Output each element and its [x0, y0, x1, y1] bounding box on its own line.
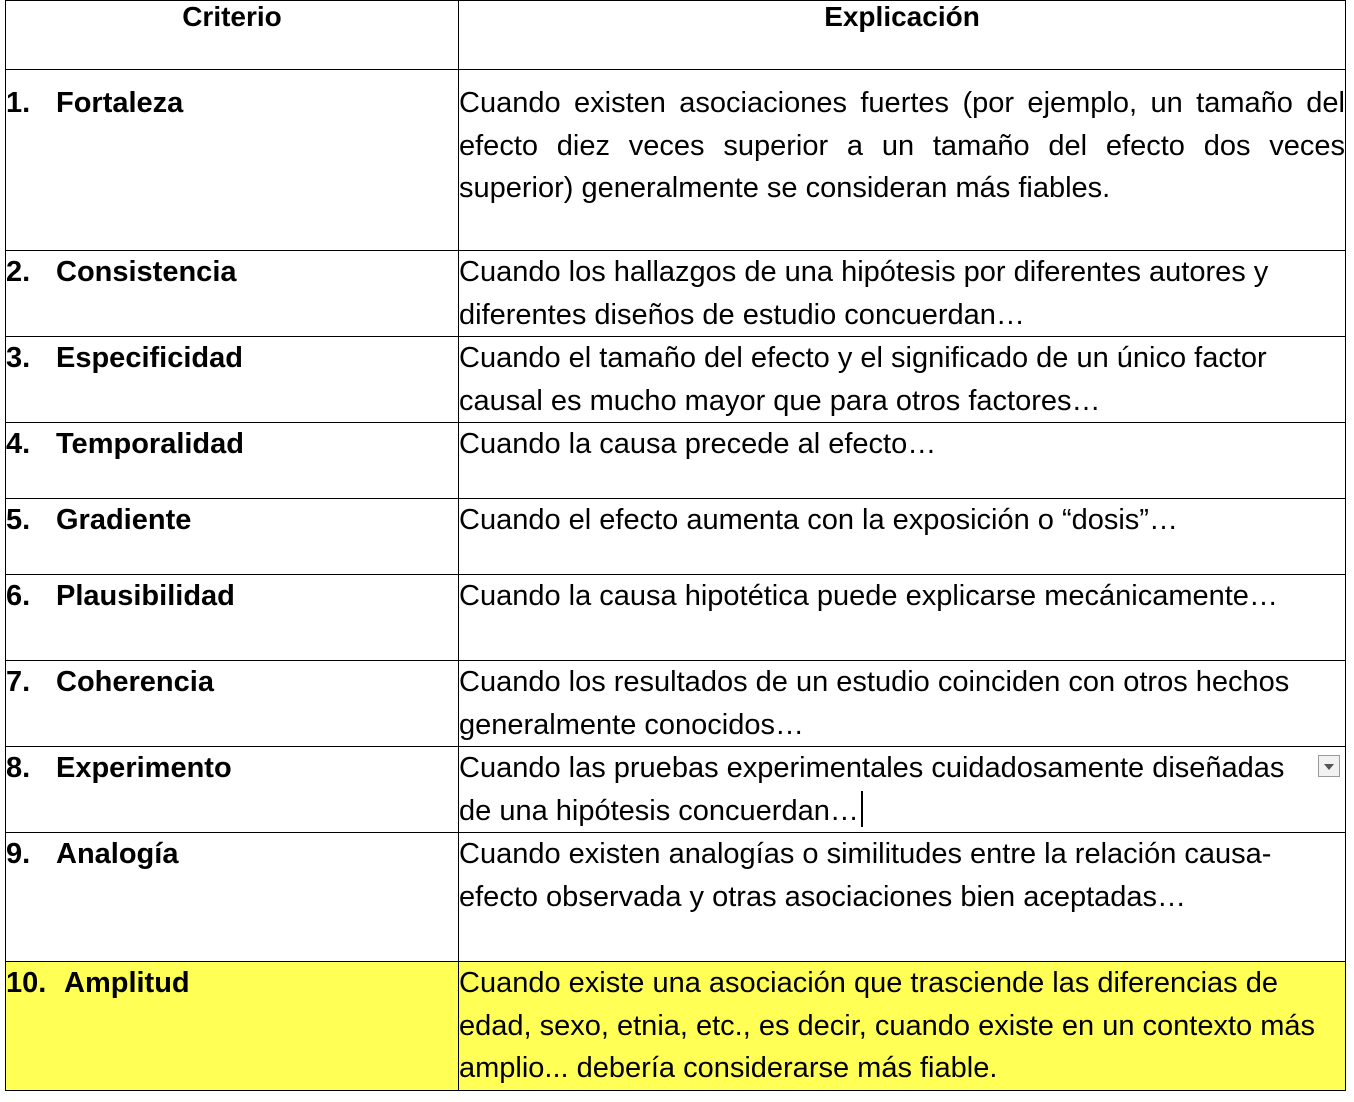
criterion-cell — [6, 499, 459, 575]
table-header-row — [6, 1, 1346, 70]
explanation-text: Cuando los resultados de un estudio coinciden con otros hechos generalmente conocidos… — [459, 666, 1290, 741]
explanation-text: Cuando las pruebas experimentales cuidadosamente diseñadas de una hipótesis concuerdan… — [459, 752, 1285, 827]
criterion-name: Consistencia — [56, 256, 237, 288]
explanation-cell[interactable] — [459, 70, 1346, 251]
table-row — [6, 575, 1346, 661]
table-row — [6, 70, 1346, 251]
explanation-cell[interactable] — [459, 251, 1346, 337]
criterion-number: 7. — [6, 666, 31, 698]
criterion-number: 5. — [6, 504, 31, 536]
criterion-number: 10. — [6, 967, 47, 999]
criterion-number: 9. — [6, 838, 31, 870]
explanation-text: Cuando la causa hipotética puede explicarse mecánicamente… — [459, 580, 1278, 612]
criterion-number: 2. — [6, 256, 31, 288]
explanation-cell[interactable] — [459, 661, 1346, 747]
table-row-highlighted — [6, 962, 1346, 1091]
table-row — [6, 747, 1346, 833]
criteria-table — [5, 0, 1346, 1091]
explanation-cell[interactable] — [459, 423, 1346, 499]
explanation-text: Cuando el tamaño del efecto y el significado de un único factor causal es mucho mayor que para otros factores… — [459, 342, 1267, 417]
explanation-cell[interactable] — [459, 833, 1346, 962]
explanation-text: Cuando existe una asociación que trasciende las diferencias de edad, sexo, etnia, etc., es decir, cuando existe en un contexto más amplio... debería considerarse más fiable. — [459, 967, 1316, 1084]
criterion-name: Coherencia — [56, 666, 214, 698]
table-row — [6, 423, 1346, 499]
header-explicacion: Explicación — [459, 1, 1346, 70]
criterion-cell — [6, 337, 459, 423]
explanation-cell[interactable] — [459, 747, 1346, 833]
criterion-cell — [6, 423, 459, 499]
explanation-text: Cuando existen analogías o similitudes entre la relación causa-efecto observada y otras asociaciones bien aceptadas… — [459, 838, 1272, 913]
explanation-cell[interactable] — [459, 337, 1346, 423]
criterion-cell — [6, 661, 459, 747]
criterion-name: Temporalidad — [56, 428, 244, 460]
text-cursor — [861, 791, 863, 827]
criterion-cell — [6, 251, 459, 337]
table-row — [6, 499, 1346, 575]
criterion-cell — [6, 962, 459, 1091]
criterion-cell — [6, 70, 459, 251]
table-row — [6, 337, 1346, 423]
criterion-name: Plausibilidad — [56, 580, 235, 612]
explanation-cell[interactable] — [459, 575, 1346, 661]
header-criterio: Criterio — [6, 1, 459, 70]
explanation-text: Cuando los hallazgos de una hipótesis por diferentes autores y diferentes diseños de estudio concuerdan… — [459, 256, 1269, 331]
explanation-cell[interactable] — [459, 962, 1346, 1091]
criterion-number: 8. — [6, 752, 31, 784]
dropdown-arrow-icon[interactable] — [1318, 755, 1340, 777]
explanation-text: Cuando el efecto aumenta con la exposición o “dosis”… — [459, 504, 1178, 536]
criterion-cell — [6, 833, 459, 962]
criterion-cell — [6, 747, 459, 833]
criterion-name: Gradiente — [56, 504, 192, 536]
criterion-name: Especificidad — [56, 342, 243, 374]
criterion-number: 3. — [6, 342, 31, 374]
criterion-name: Experimento — [56, 752, 232, 784]
criterion-number: 6. — [6, 580, 31, 612]
criterion-cell — [6, 575, 459, 661]
explanation-cell[interactable] — [459, 499, 1346, 575]
table-row — [6, 833, 1346, 962]
explanation-text: Cuando la causa precede al efecto… — [459, 428, 937, 460]
explanation-text: Cuando existen asociaciones fuertes (por ejemplo, un tamaño del efecto diez veces superior a un tamaño del efecto dos veces superior) generalmente se consideran más fiables. — [459, 87, 1345, 204]
table-row — [6, 661, 1346, 747]
criterion-name: Fortaleza — [56, 87, 184, 119]
criterion-name: Analogía — [56, 838, 179, 870]
criterion-number: 4. — [6, 428, 31, 460]
table-row — [6, 251, 1346, 337]
criterion-name: Amplitud — [64, 967, 190, 999]
criterion-number: 1. — [6, 87, 31, 119]
